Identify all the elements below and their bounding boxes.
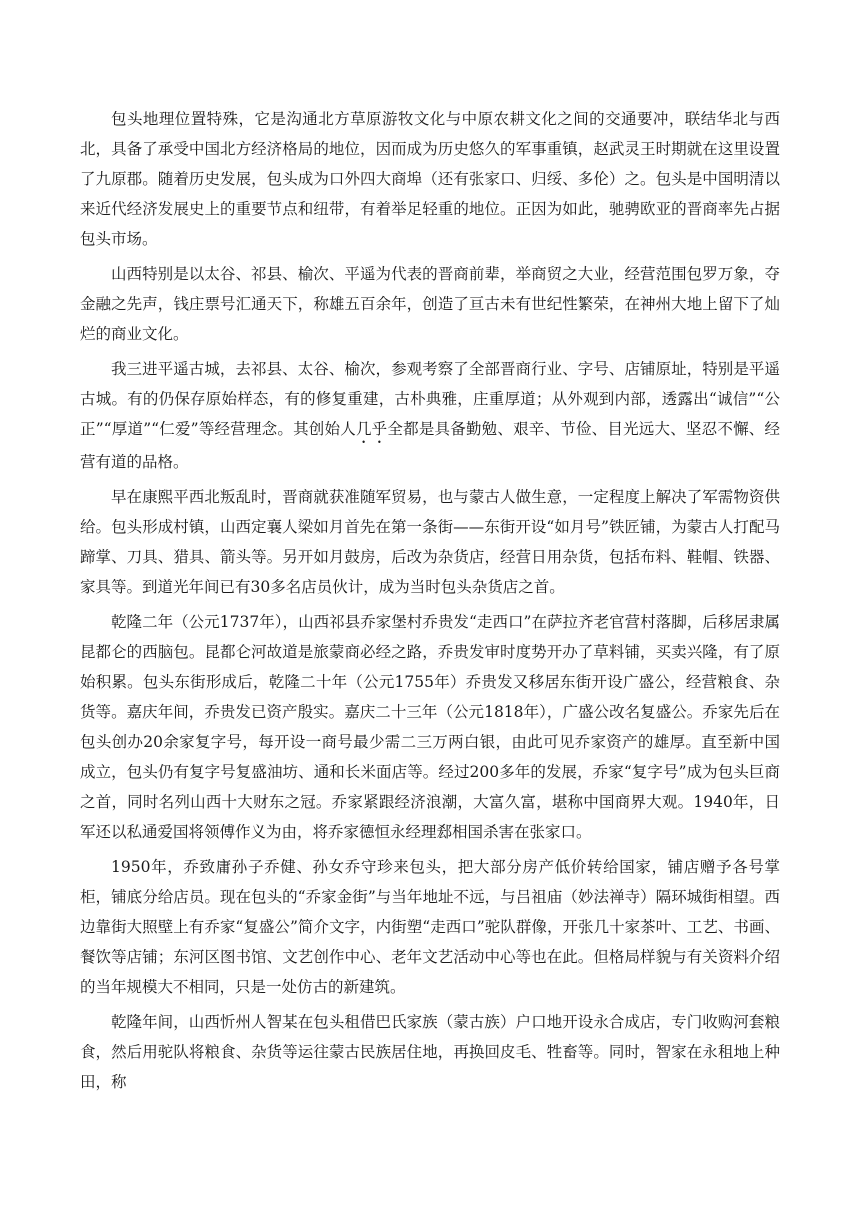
paragraph-3 [80, 354, 780, 477]
paragraph-7: 乾隆年间，山西忻州人智某在包头租借巴氏家族（蒙古族）户口地开设永合成店，专门收购河套粮食，然后用驼队将粮食、杂货等运往蒙古民族居住地，再换回皮毛、牲畜等。同时，智家在永租地上种田，称 [80, 1013, 780, 1091]
paragraph-1: 包头地理位置特殊，它是沟通北方草原游牧文化与中原农耕文化之间的交通要冲，联结华北与西北，具备了承受中国北方经济格局的地位，因而成为历史悠久的军事重镇，赵武灵王时期就在这里设置了九原郡。随着历史发展，包头成为口外四大商埠（还有张家口、归绥、多伦）之。包头是中国明清以来近代经济发展史上的重要节点和纽带，有着举足轻重的地位。正因为如此，驰骋欧亚的晋商率先占据包头市场。 [80, 110, 780, 248]
article-body [80, 104, 780, 1102]
paragraph-4: 早在康熙平西北叛乱时，晋商就获准随军贸易，也与蒙古人做生意，一定程度上解决了军需物资供给。包头形成村镇，山西定襄人梁如月首先在第一条街——东街开设“如月号”铁匠铺，为蒙古人打配马蹄掌、刀具、猎具、箭头等。另开如月鼓房，后改为杂货店，经营日用杂货，包括布料、鞋帽、铁器、家具等。到道光年间已有30多名店员伙计，成为当时包头杂货店之首。 [80, 488, 780, 596]
paragraph-3-before: 我三进平遥古城，去祁县、太谷、榆次，参观考察了全部晋商行业、字号、店铺原址，特别是平遥古城。有的仍保存原始样态，有的修复重建，古朴典雅，庄重厚道；从外观到内部，透露出“诚信”“公正”“厚道”“仁爱”等经营理念。其创始人 [80, 360, 780, 438]
paragraph-5: 乾隆二年（公元1737年），山西祁县乔家堡村乔贵发“走西口”在萨拉齐老官营村落脚，后移居隶属昆都仑的西脑包。昆都仑河故道是旅蒙商必经之路，乔贵发审时度势开办了草料铺，买卖兴隆，有了原始积累。包头东街形成后，乾隆二十年（公元1755年）乔贵发又移居东街开设广盛公，经营粮食、杂货等。嘉庆年间，乔贵发已资产殷实。嘉庆二十三年（公元1818年），广盛公改名复盛公。乔家先后在包头创办20余家复字号，每开设一商号最少需二三万两白银，由此可见乔家资产的雄厚。直至新中国成立，包头仍有复字号复盛油坊、通和长米面店等。经过200多年的发展，乔家“复字号”成为包头巨商之首，同时名列山西十大财东之冠。乔家紧跟经济浪潮，大富久富，堪称中国商界大观。1940年，日军还以私通爱国将领傅作义为由，将乔家德恒永经理郄相国杀害在张家口。 [80, 613, 780, 841]
paragraph-3-after: 全都是具备勤勉、艰辛、节俭、目光远大、坚忍不懈、经营有道的品格。 [80, 420, 780, 471]
emphasized-word: 几乎 [355, 420, 388, 438]
paragraph-6: 1950年，乔致庸孙子乔健、孙女乔守珍来包头，把大部分房产低价转给国家，铺店赠予各号掌柜，铺底分给店员。现在包头的“乔家金街”与当年地址不远，与吕祖庙（妙法禅寺）隔环城街相望。西边靠街大照壁上有乔家“复盛公”简介文字，内街塑“走西口”驼队群像，开张几十家茶叶、工艺、书画、餐饮等店铺；东河区图书馆、文艺创作中心、老年文艺活动中心等也在此。但格局样貌与有关资料介绍的当年规模大不相同，只是一处仿古的新建筑。 [80, 858, 780, 996]
paragraph-2: 山西特别是以太谷、祁县、榆次、平遥为代表的晋商前辈，举商贸之大业，经营范围包罗万象，夺金融之先声，钱庄票号汇通天下，称雄五百余年，创造了亘古未有世纪性繁荣，在神州大地上留下了灿烂的商业文化。 [80, 265, 780, 343]
